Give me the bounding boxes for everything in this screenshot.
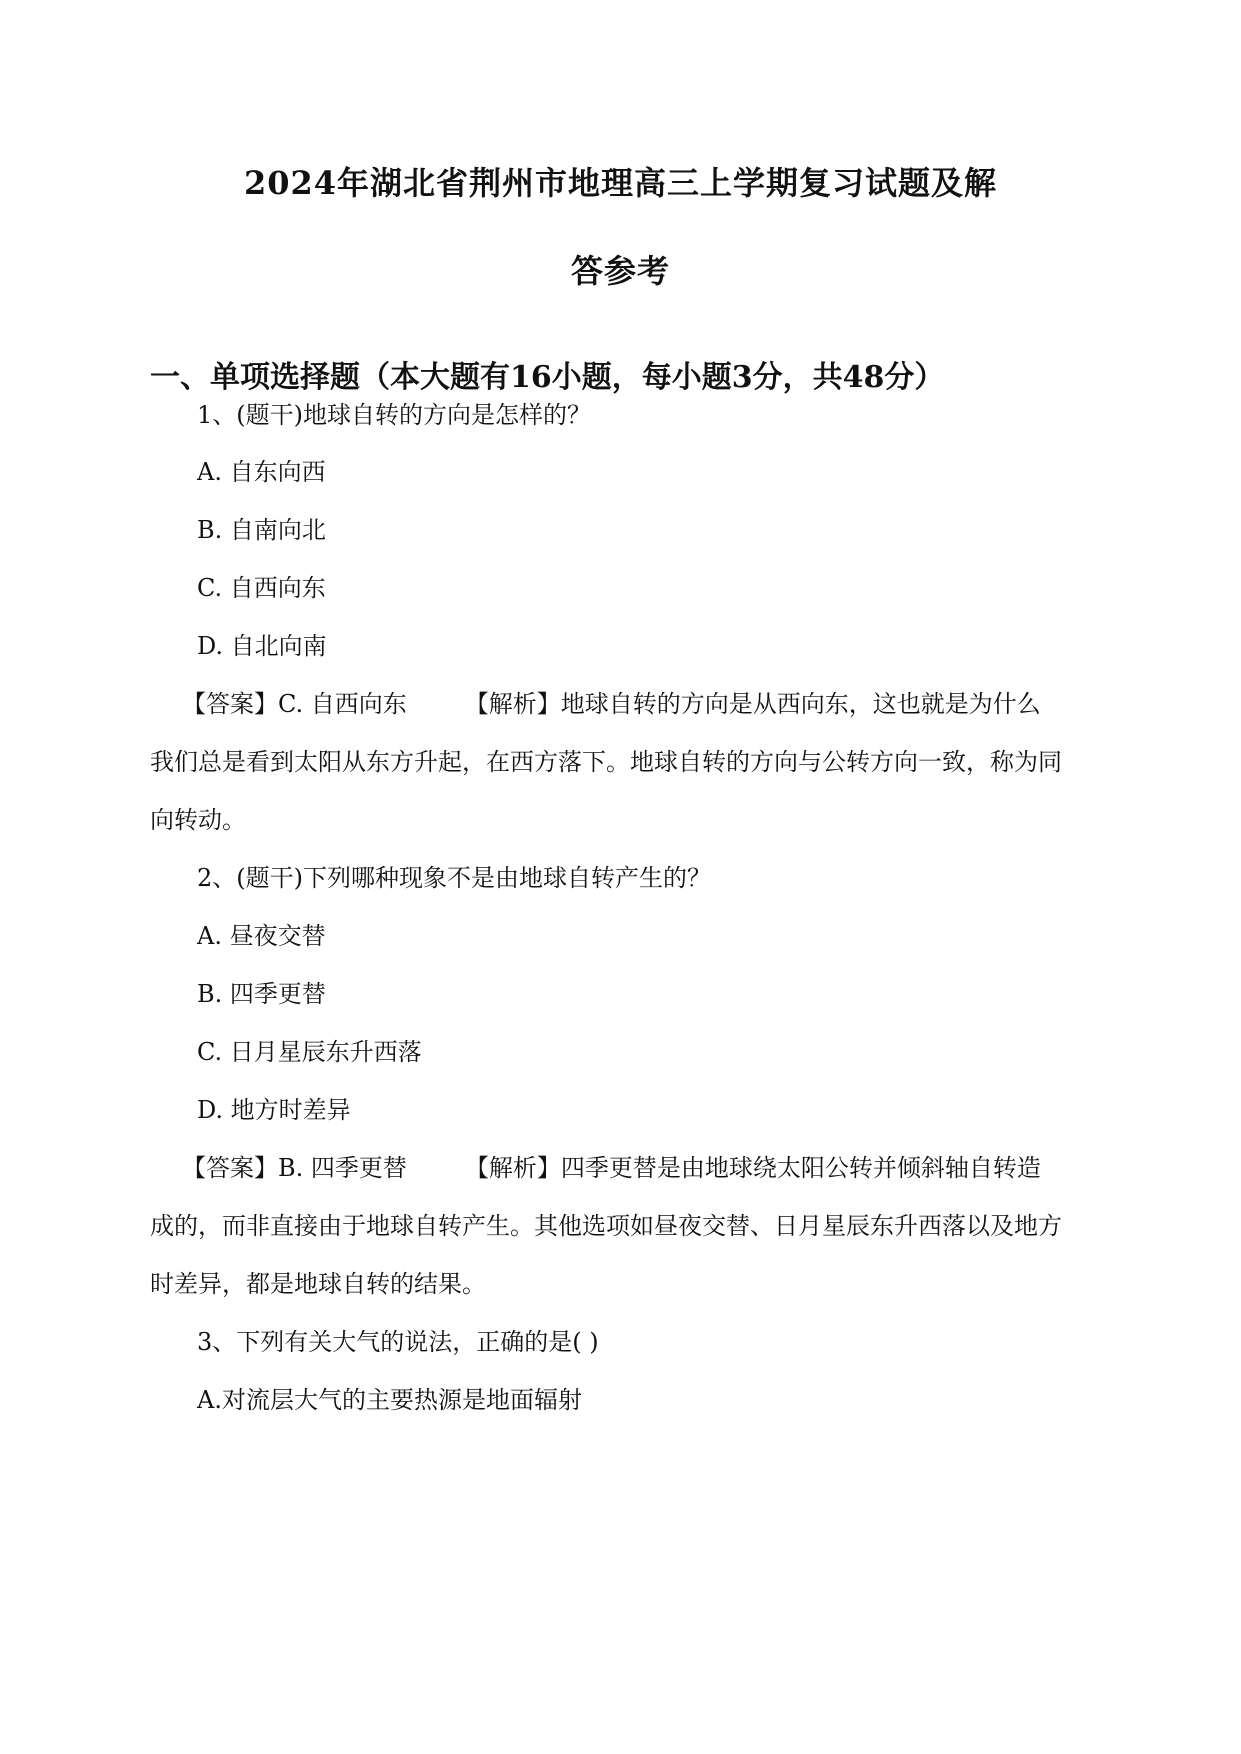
- document-title-line-1: 2024年湖北省荆州市地理高三上学期复习试题及解: [243, 164, 998, 202]
- question-1-answer-row: [182, 684, 1041, 719]
- question-3-stem: 3、下列有关大气的说法，正确的是( ): [197, 1328, 599, 1356]
- question-1-option-b: B. 自南向北: [197, 516, 326, 544]
- question-3-option-a: A.对流层大气的主要热源是地面辐射: [197, 1386, 582, 1414]
- question-1-option-a: A. 自东向西: [197, 458, 326, 486]
- question-1-analysis-start: 【解析】地球自转的方向是从西向东，这也就是为什么: [464, 690, 1041, 718]
- question-2-analysis-line-3: 时差异，都是地球自转的结果。: [150, 1270, 486, 1298]
- question-2-option-b: B. 四季更替: [197, 980, 326, 1008]
- question-2-stem: 2、(题干)下列哪种现象不是由地球自转产生的？: [197, 864, 711, 892]
- question-1-analysis-line-3: 向转动。: [150, 806, 246, 834]
- question-2-analysis-line-2: 成的，而非直接由于地球自转产生。其他选项如昼夜交替、日月星辰东升西落以及地方: [150, 1212, 1062, 1240]
- question-1-option-d: D. 自北向南: [197, 632, 327, 660]
- question-2-option-d: D. 地方时差异: [197, 1096, 351, 1124]
- document-title-line-2: 答参考: [570, 252, 670, 290]
- question-1-analysis-line-2: 我们总是看到太阳从东方升起，在西方落下。地球自转的方向与公转方向一致，称为同: [150, 748, 1062, 776]
- question-2-option-c: C. 日月星辰东升西落: [197, 1038, 422, 1066]
- question-2-answer-row: [182, 1148, 1041, 1183]
- section-heading: 一、单项选择题（本大题有16小题，每小题3分，共48分）: [150, 360, 945, 395]
- question-2-option-a: A. 昼夜交替: [197, 922, 326, 950]
- question-1-stem: 1、(题干)地球自转的方向是怎样的？: [197, 401, 591, 429]
- question-1-option-c: C. 自西向东: [197, 574, 326, 602]
- question-1-answer: 【答案】C. 自西向东: [182, 690, 407, 718]
- question-2-analysis-start: 【解析】四季更替是由地球绕太阳公转并倾斜轴自转造: [464, 1154, 1041, 1182]
- question-2-answer: 【答案】B. 四季更替: [182, 1154, 407, 1182]
